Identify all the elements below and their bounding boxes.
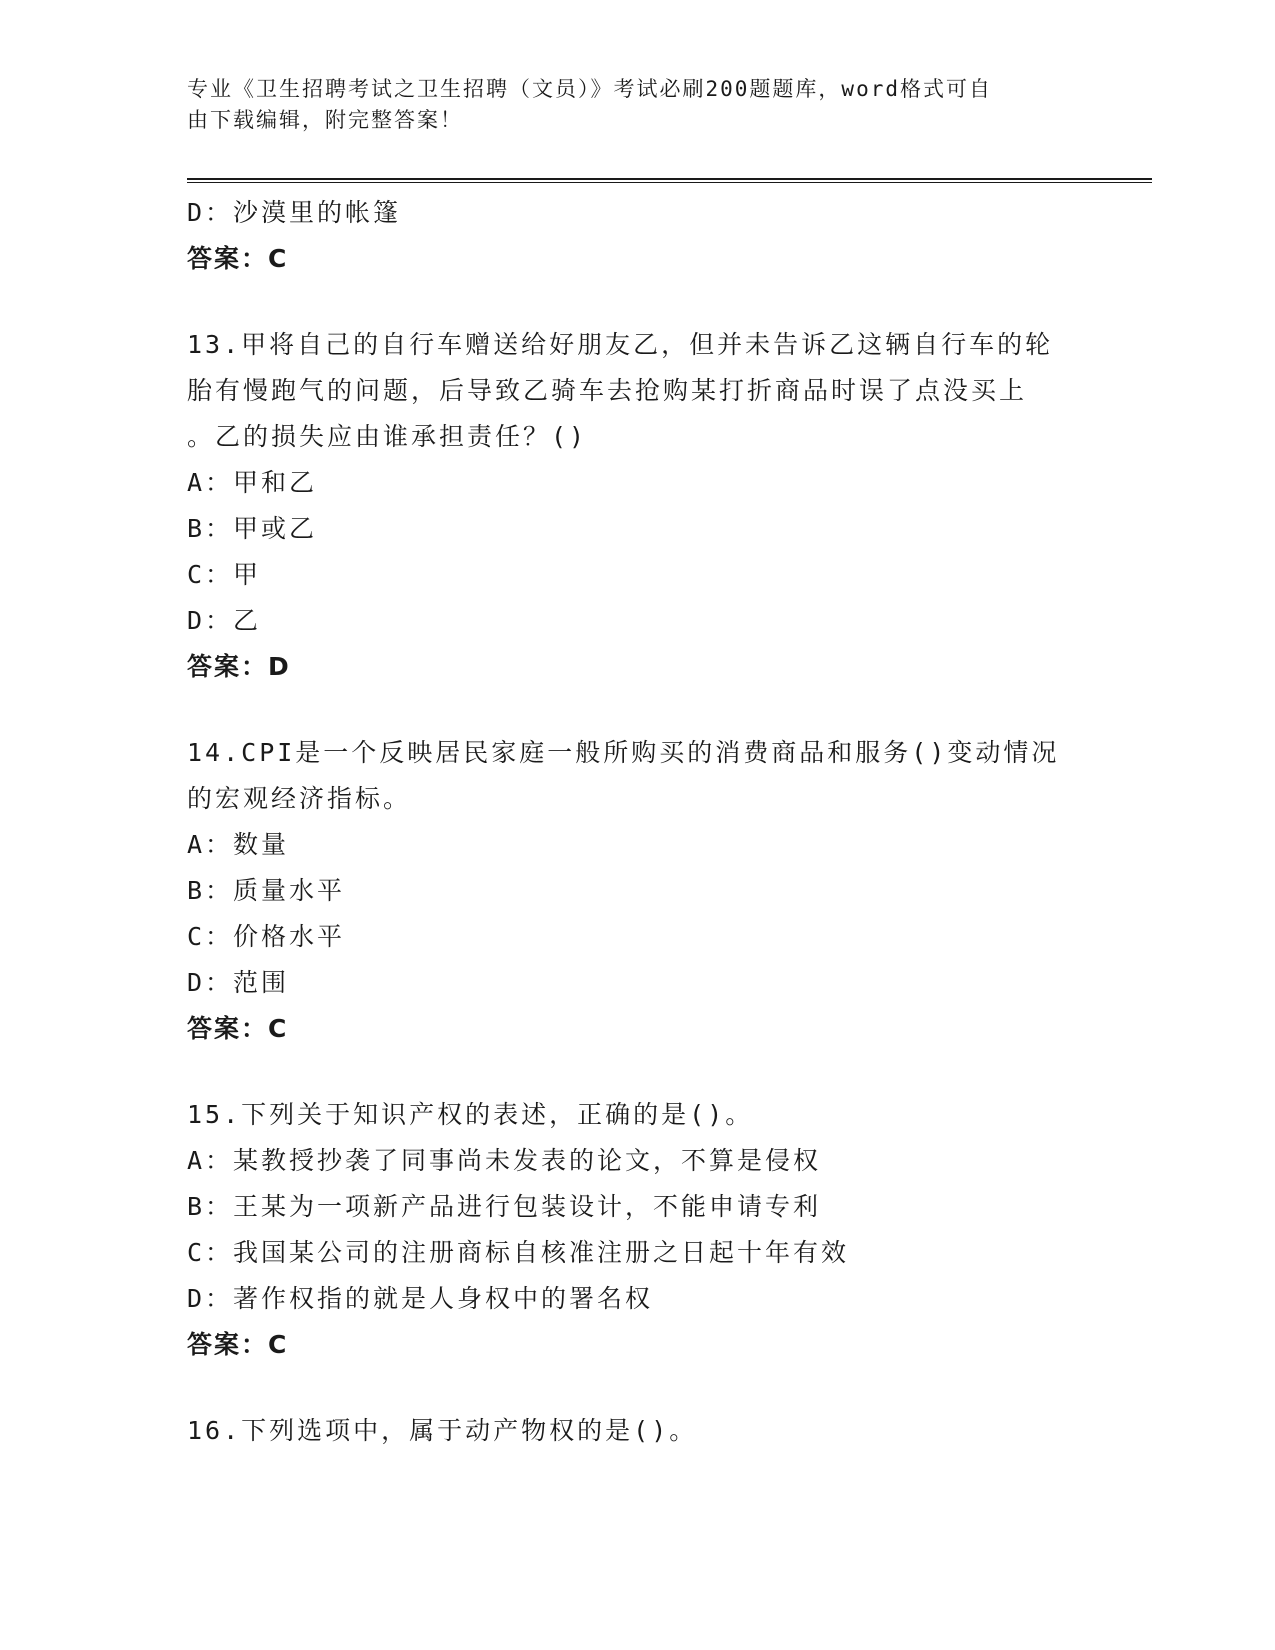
question-stem: 16.下列选项中，属于动产物权的是()。 xyxy=(187,1416,698,1445)
header-divider-thick xyxy=(187,178,1152,180)
question-stem: 。乙的损失应由谁承担责任？() xyxy=(187,422,588,451)
option-b: B：甲或乙 xyxy=(187,514,318,543)
option-d: D：范围 xyxy=(187,968,290,997)
option-a: A：某教授抄袭了同事尚未发表的论文，不算是侵权 xyxy=(187,1146,822,1175)
question-12-tail xyxy=(187,190,1087,282)
option-b: B：质量水平 xyxy=(187,876,346,905)
answer: 答案：C xyxy=(187,1330,289,1359)
header-line-1: 专业《卫生招聘考试之卫生招聘（文员）》考试必刷200题题库，word格式可自 xyxy=(187,77,992,101)
answer: 答案：C xyxy=(187,244,289,273)
option-c: C：甲 xyxy=(187,560,262,589)
question-list xyxy=(187,190,1087,1454)
question-13 xyxy=(187,322,1087,690)
option-a: A：数量 xyxy=(187,830,290,859)
option-c: C：我国某公司的注册商标自核准注册之日起十年有效 xyxy=(187,1238,850,1267)
option-d: D：乙 xyxy=(187,606,262,635)
option-d: D：沙漠里的帐篷 xyxy=(187,198,402,227)
option-a: A：甲和乙 xyxy=(187,468,318,497)
answer: 答案：C xyxy=(187,1014,289,1043)
header-line-2: 由下载编辑，附完整答案！ xyxy=(187,108,463,132)
answer: 答案：D xyxy=(187,652,291,681)
page-header xyxy=(187,74,1067,136)
question-stem: 胎有慢跑气的问题，后导致乙骑车去抢购某打折商品时误了点没买上 xyxy=(187,376,1028,405)
question-15 xyxy=(187,1092,1087,1368)
option-c: C：价格水平 xyxy=(187,922,346,951)
question-stem: 的宏观经济指标。 xyxy=(187,784,412,813)
question-stem: 13.甲将自己的自行车赠送给好朋友乙，但并未告诉乙这辆自行车的轮 xyxy=(187,330,1054,359)
header-divider-thin xyxy=(187,182,1152,183)
question-14 xyxy=(187,730,1087,1052)
question-stem: 14.CPI是一个反映居民家庭一般所购买的消费商品和服务()变动情况 xyxy=(187,738,1060,767)
question-16 xyxy=(187,1408,1087,1454)
option-b: B：王某为一项新产品进行包装设计，不能申请专利 xyxy=(187,1192,822,1221)
option-d: D：著作权指的就是人身权中的署名权 xyxy=(187,1284,654,1313)
question-stem: 15.下列关于知识产权的表述，正确的是()。 xyxy=(187,1100,754,1129)
